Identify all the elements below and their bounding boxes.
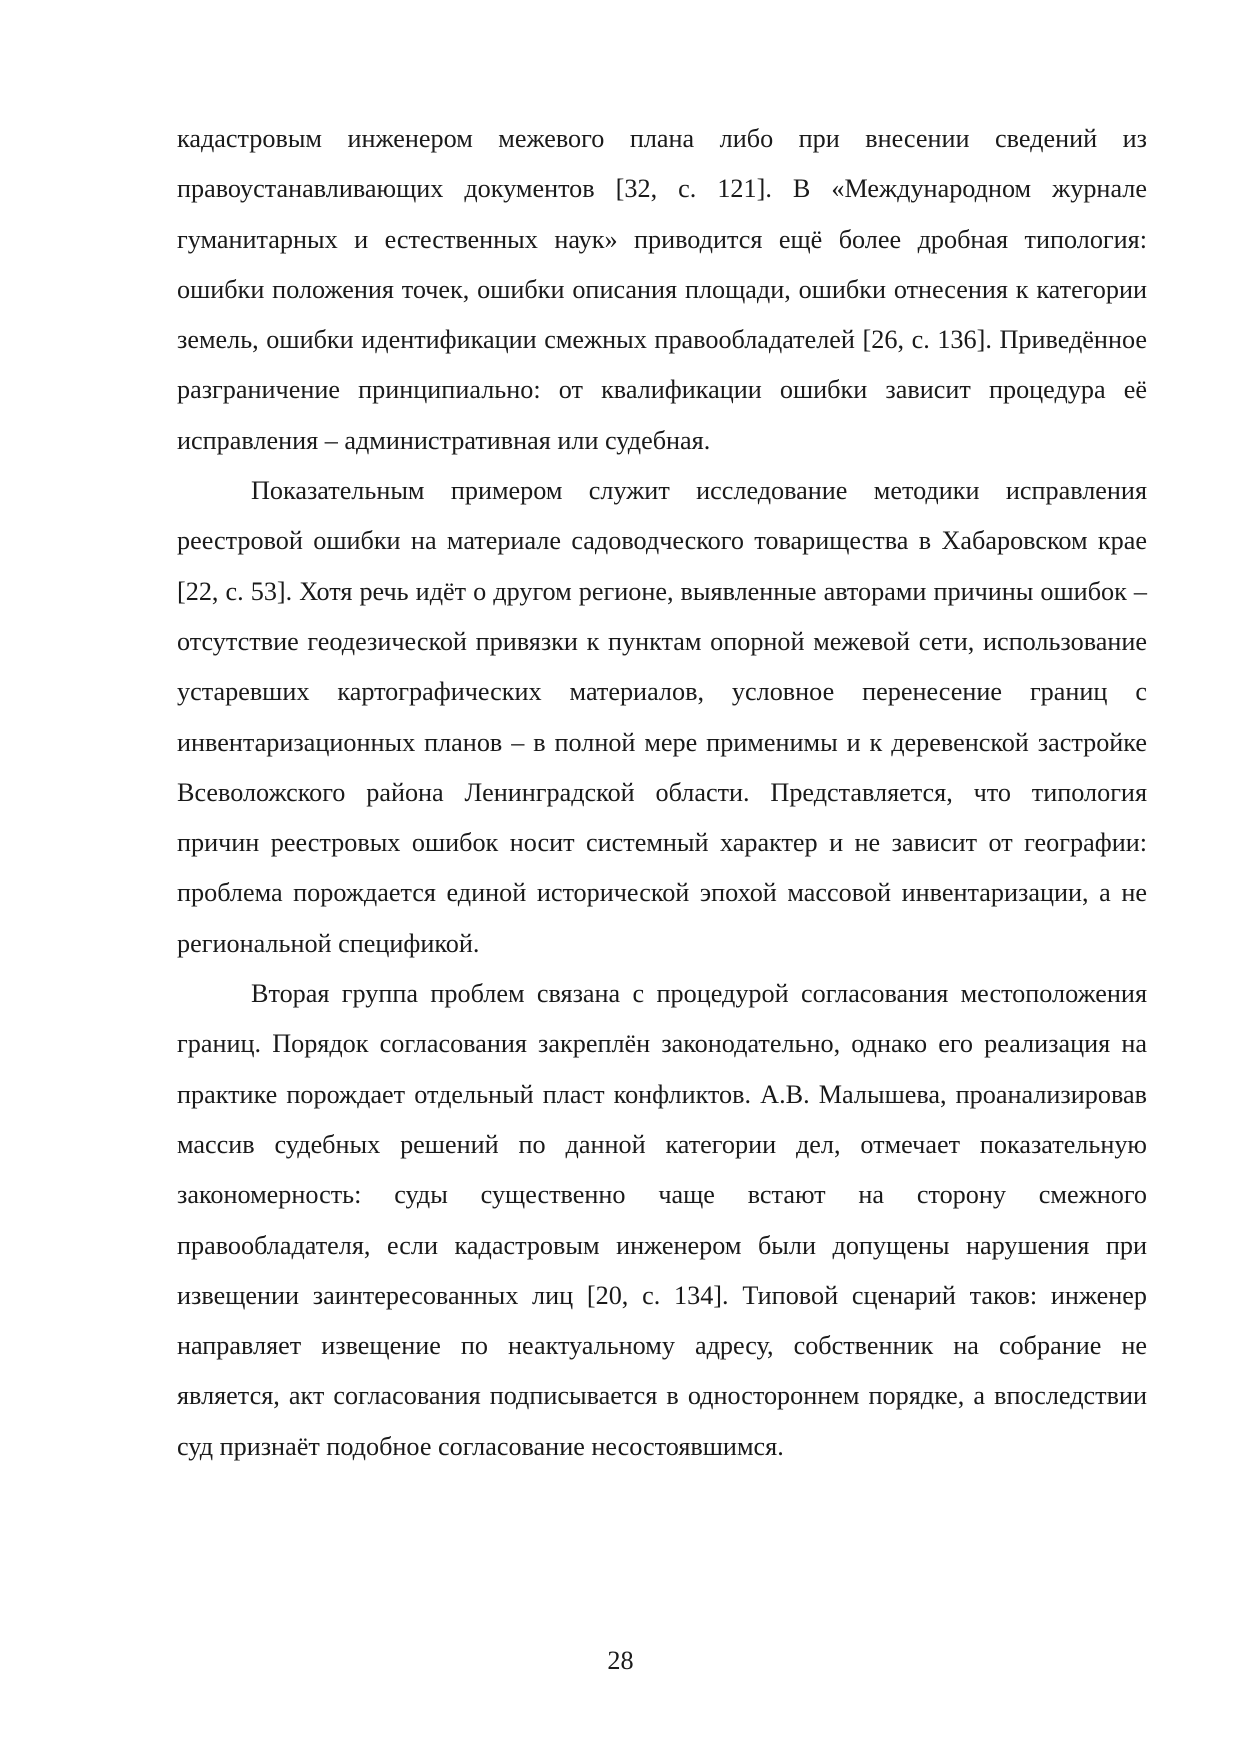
page-number: 28 xyxy=(607,1646,634,1675)
paragraph-boundary-agreement: Вторая группа проблем связана с процедурой согласования местоположения границ. Порядок согласования закреплён законодательно, однако его реализация на практике порождает отдельный пласт конфликтов. А.В. Малышева, проанализировав массив судебных решений по данной категории дел, отмечает показательную закономерность: суды существенно чаще встают на сторону смежного правообладателя, если кадастровым инженером были допущены нарушения при извещении заинтересованных лиц [20, с. 134]. Типовой сценарий таков: инженер направляет извещение по неактуальному адресу, собственник на собрание не является, акт согласования подписывается в одностороннем порядке, а впоследствии суд признаёт подобное согласование несостоявшимся. xyxy=(177,979,1147,1461)
paragraph-continuation: кадастровым инженером межевого плана либо при внесении сведений из правоустанавливающих документов [32, с. 121]. В «Международном журнале гуманитарных и естественных наук» приводится ещё более дробная типология: ошибки положения точек, ошибки описания площади, ошибки отнесения к категории земель, ошибки идентификации смежных правообладателей [26, с. 136]. Приведённое разграничение принципиально: от квалификации ошибки зависит процедура её исправления – административная или судебная. xyxy=(177,124,1147,455)
paragraph-khabarovsk-example: Показательным примером служит исследование методики исправления реестровой ошибки на материале садоводческого товарищества в Хабаровском крае [22, с. 53]. Хотя речь идёт о другом регионе, выявленные авторами причины ошибок – отсутствие геодезической привязки к пунктам опорной межевой сети, использование устаревших картографических материалов, условное перенесение границ с инвентаризационных планов – в полной мере применимы и к деревенской застройке Всеволожского района Ленинградской области. Представляется, что типология причин реестровых ошибок носит системный характер и не зависит от географии: проблема порождается единой исторической эпохой массовой инвентаризации, а не региональной спецификой. xyxy=(177,476,1147,958)
body-text xyxy=(177,114,1147,1472)
